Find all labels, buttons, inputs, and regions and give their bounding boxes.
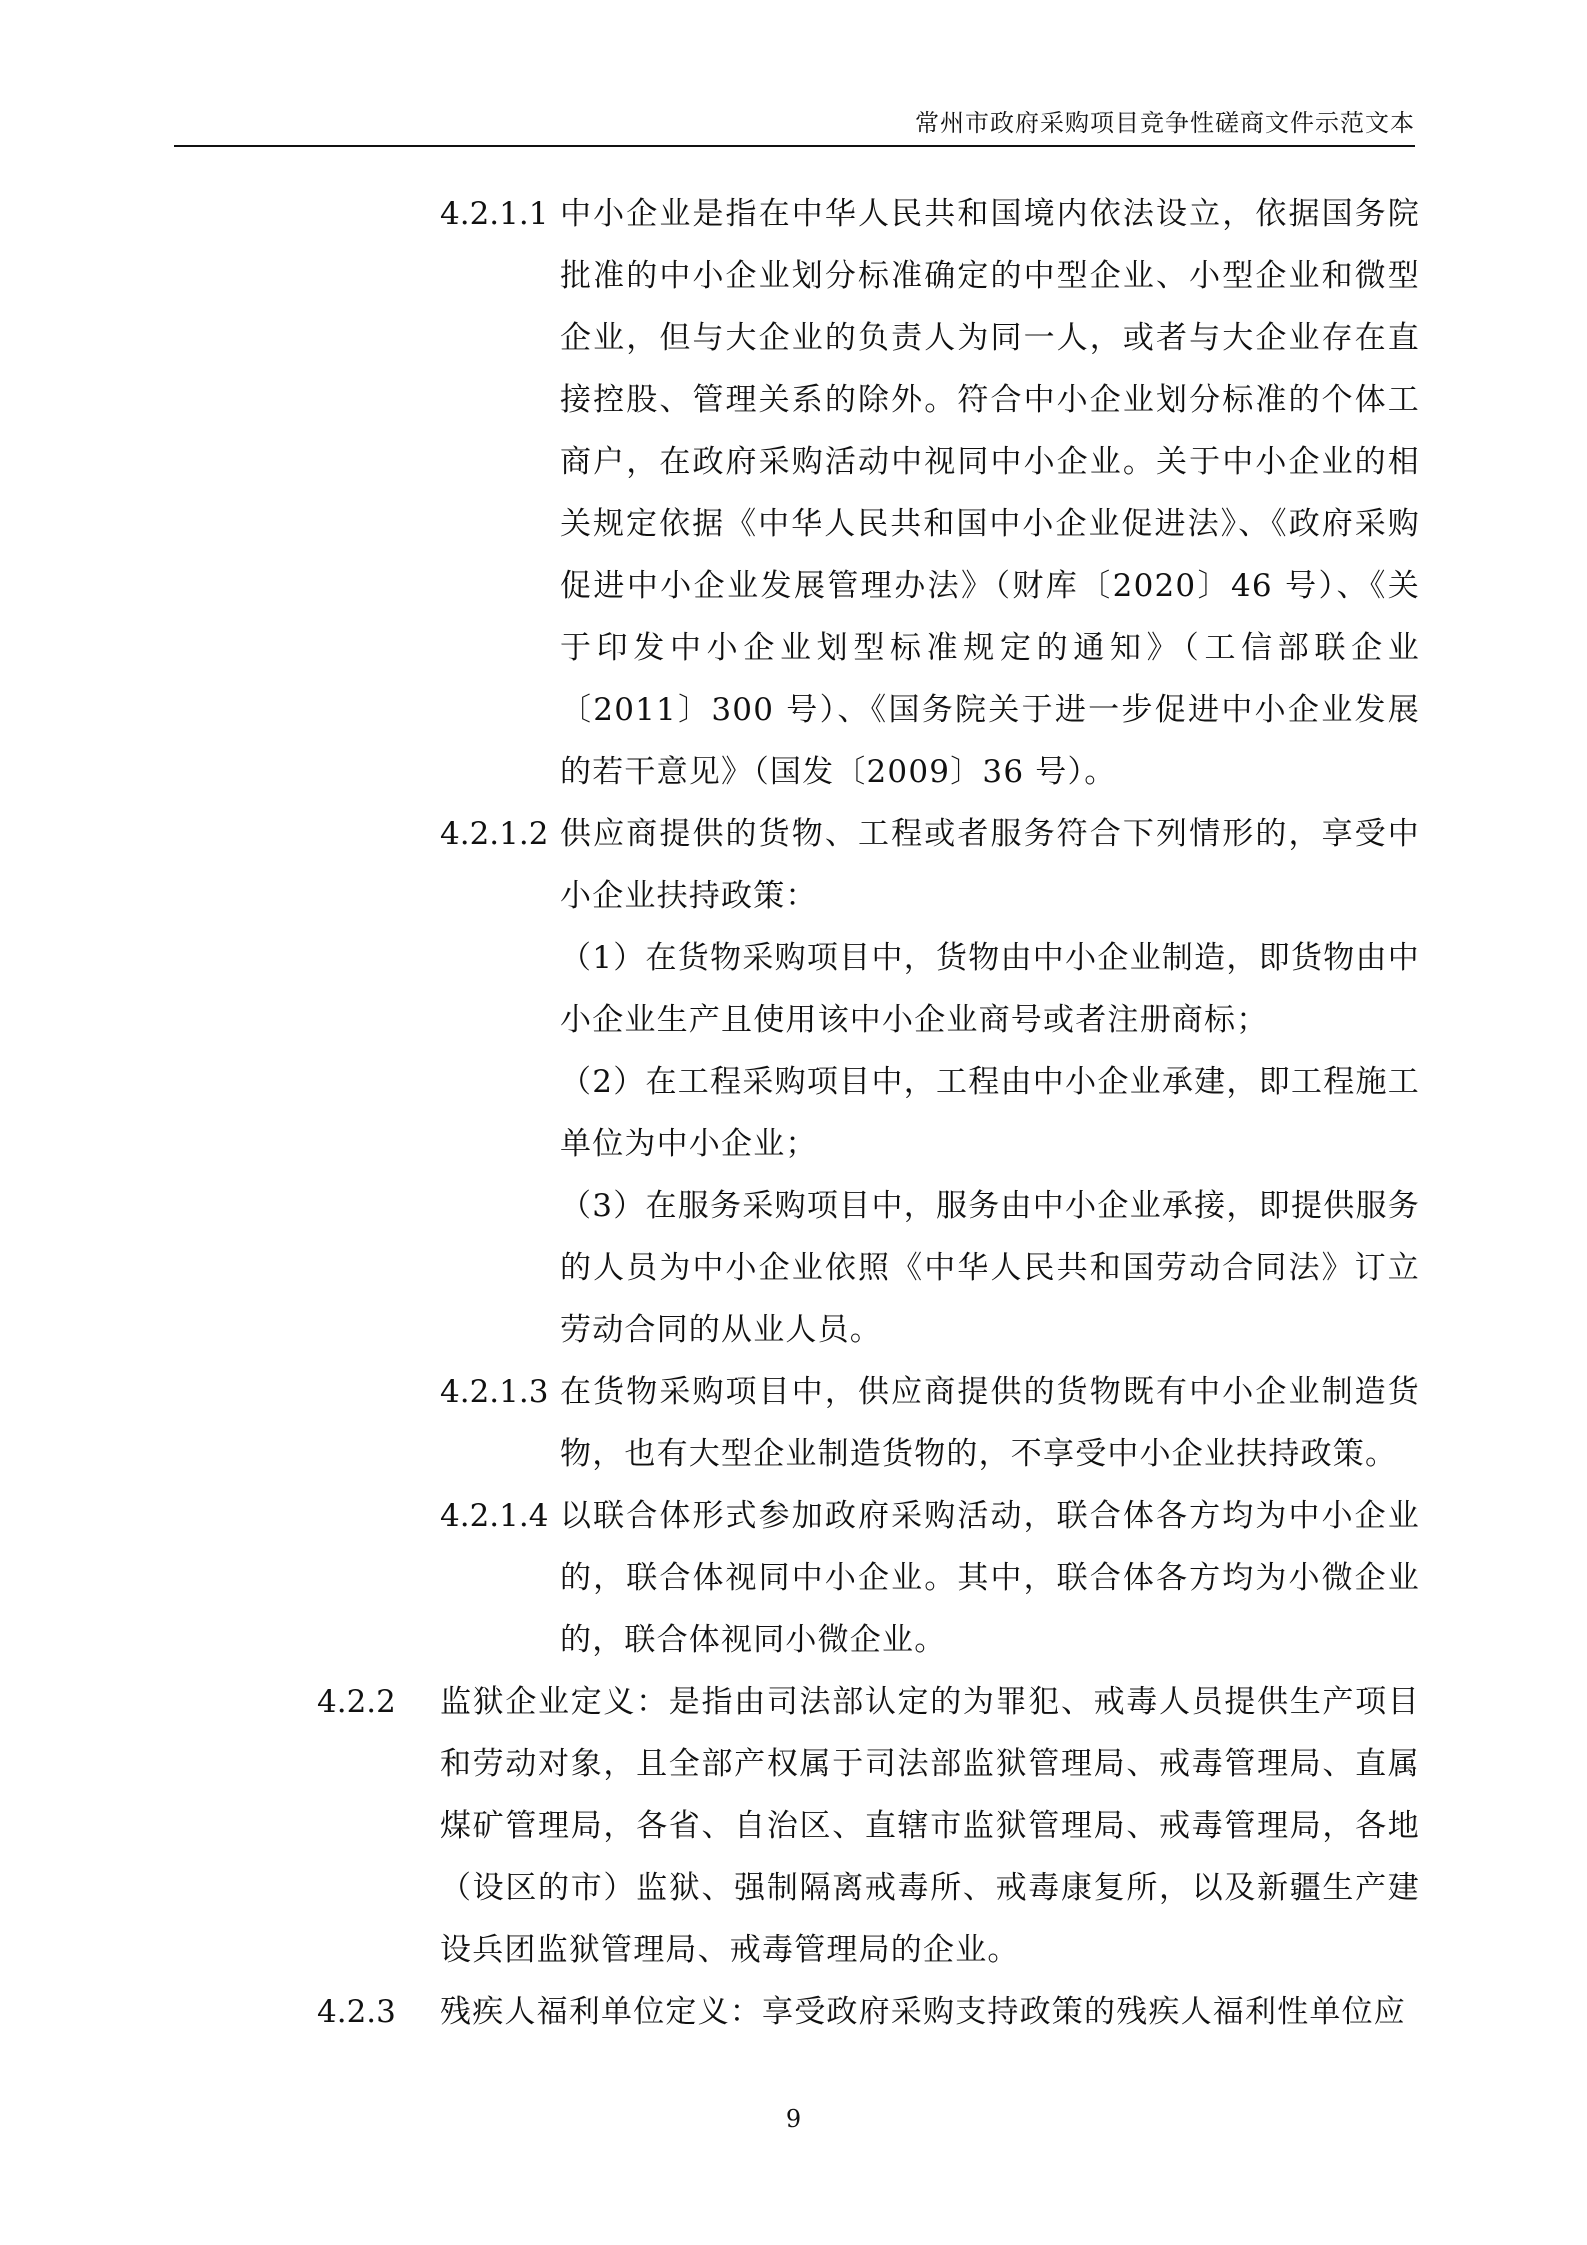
clause-text: 残疾人福利单位定义：享受政府采购支持政策的残疾人福利性单位应: [440, 1994, 1406, 2030]
clause-body: [560, 803, 1420, 1361]
clause-number: 4.2.3: [317, 1994, 396, 2030]
clause-number: 4.2.1.1: [440, 196, 549, 232]
clause-text: 在货物采购项目中，供应商提供的货物既有中小企业制造货物，也有大型企业制造货物的，不享受中小企业扶持政策。: [560, 1374, 1420, 1472]
header-title: 常州市政府采购项目竞争性磋商文件示范文本: [915, 109, 1415, 137]
clause-text: 供应商提供的货物、工程或者服务符合下列情形的，享受中小企业扶持政策：: [560, 816, 1420, 914]
list-item: （3）在服务采购项目中，服务由中小企业承接，即提供服务的人员为中小企业依照《中华人民共和国劳动合同法》订立劳动合同的从业人员。: [560, 1188, 1420, 1348]
clause-text: 以联合体形式参加政府采购活动，联合体各方均为中小企业的，联合体视同中小企业。其中，联合体各方均为小微企业的，联合体视同小微企业。: [560, 1498, 1420, 1658]
clause-number: 4.2.1.3: [440, 1374, 549, 1410]
clause-number: 4.2.1.2: [440, 816, 549, 852]
list-item: （1）在货物采购项目中，货物由中小企业制造，即货物由中小企业生产且使用该中小企业商号或者注册商标；: [560, 940, 1420, 1038]
header-divider: [174, 145, 1415, 147]
list-item: （2）在工程采购项目中，工程由中小企业承建，即工程施工单位为中小企业；: [560, 1064, 1420, 1162]
page-number: 9: [785, 2105, 802, 2133]
clause-number: 4.2.2: [317, 1684, 396, 1720]
clause-text: 监狱企业定义：是指由司法部认定的为罪犯、戒毒人员提供生产项目和劳动对象，且全部产权属于司法部监狱管理局、戒毒管理局、直属煤矿管理局，各省、自治区、直辖市监狱管理局、戒毒管理局，各地（设区的市）监狱、强制隔离戒毒所、戒毒康复所，以及新疆生产建设兵团监狱管理局、戒毒管理局的企业。: [440, 1684, 1420, 1968]
clause-text: 中小企业是指在中华人民共和国境内依法设立，依据国务院批准的中小企业划分标准确定的中型企业、小型企业和微型企业，但与大企业的负责人为同一人，或者与大企业存在直接控股、管理关系的除外。符合中小企业划分标准的个体工商户，在政府采购活动中视同中小企业。关于中小企业的相关规定依据《中华人民共和国中小企业促进法》、《政府采购促进中小企业发展管理办法》（财库〔2020〕46 号）、《关于印发中小企业划型标准规定的通知》（工信部联企业〔2011〕300 号）、《国务院关于进一步促进中小企业发展的若干意见》（国发〔2009〕36 号）。: [560, 196, 1420, 790]
clause-number: 4.2.1.4: [440, 1498, 549, 1534]
